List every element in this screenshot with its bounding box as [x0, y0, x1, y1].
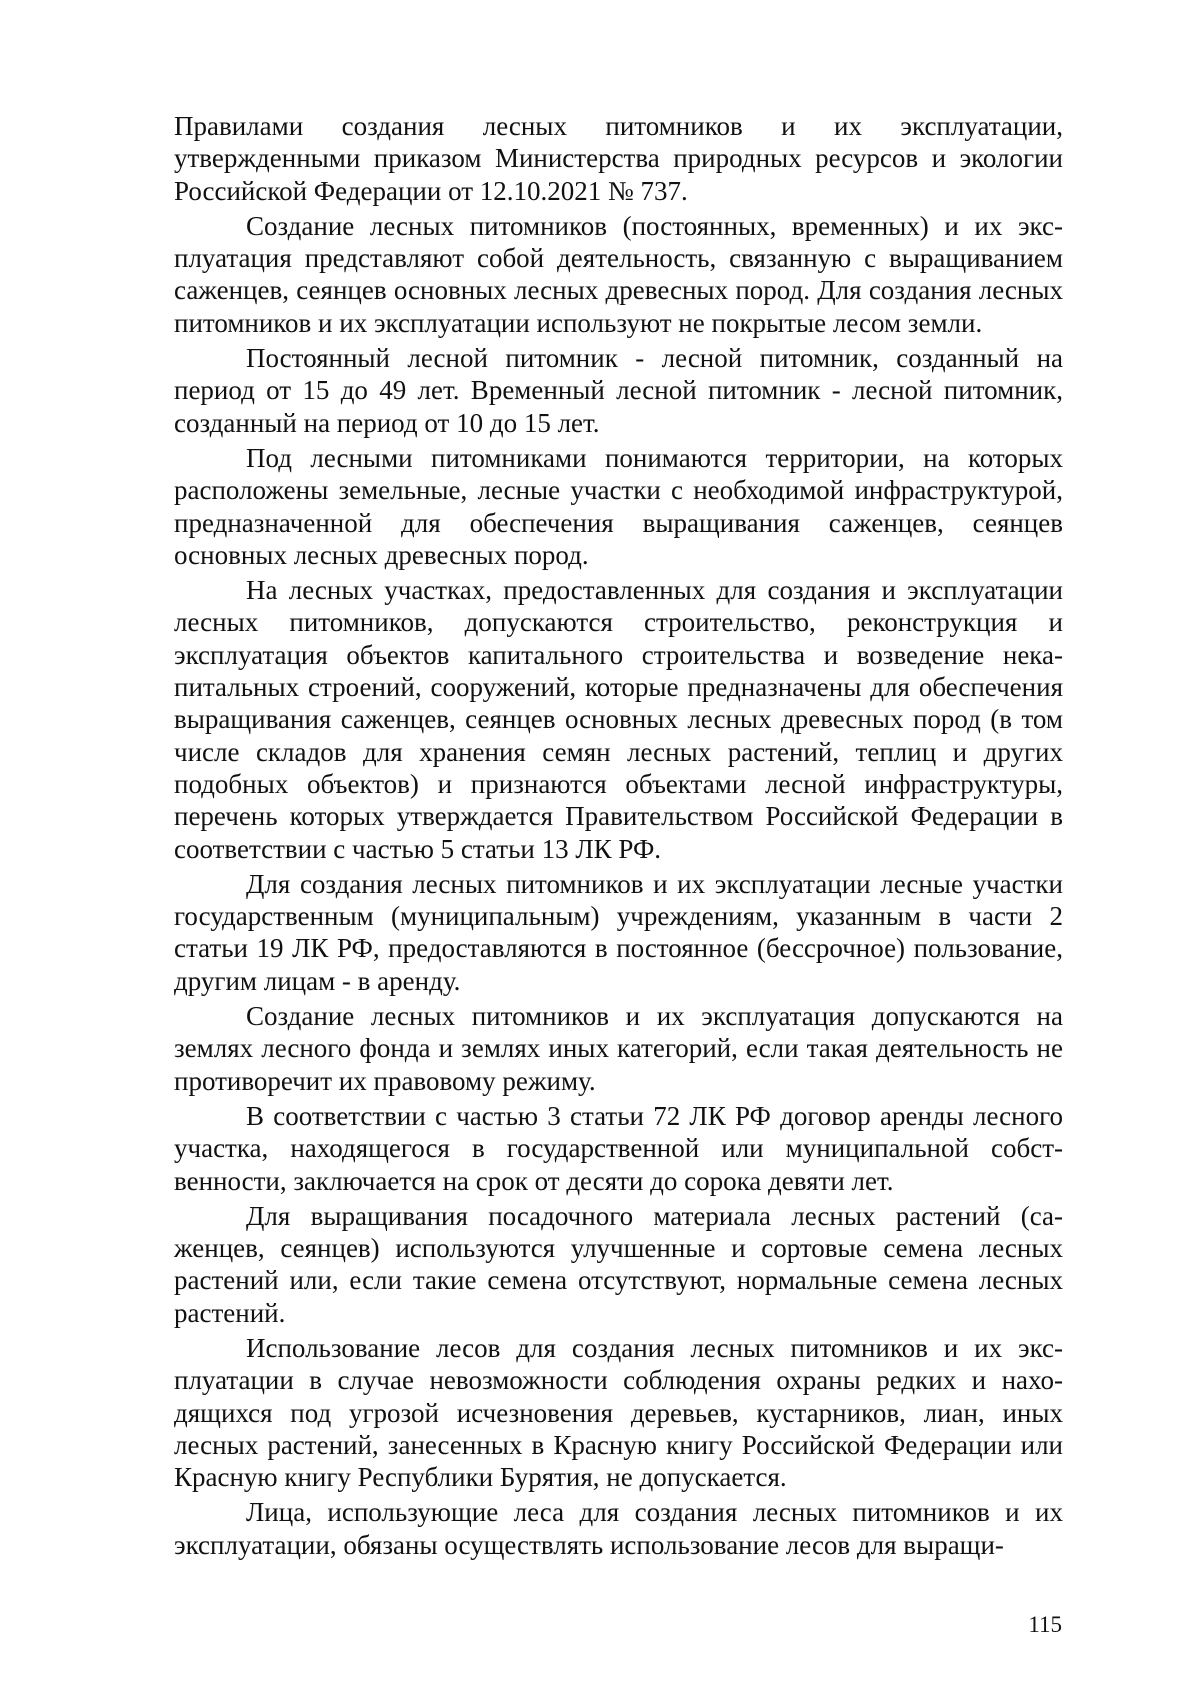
- paragraph: Под лесными питомниками понимаются территории, на которых расположены земельные, лесные участки с необходимой инфраструктурой, предназначенной для обеспечения выращивания саженцев, сеянцев основных лесных древесных пород.: [174, 442, 1063, 570]
- body-text: [174, 110, 1063, 1564]
- paragraph: Лица, использующие леса для создания лесных питомников и их эксплуатации, обязаны осуществлять использование лесов для выращи-: [174, 1497, 1063, 1560]
- page-number: 115: [1028, 1612, 1062, 1637]
- paragraph: Правилами создания лесных питомников и их эксплуатации, утвержденными приказом Министерства природных ресурсов и экологии Российской Федерации от 12.10.2021 № 737.: [174, 111, 1063, 206]
- paragraph: Для создания лесных питомников и их эксплуатации лесные участки государственным (муниципальным) учреждениям, указанным в части 2 статьи 19 ЛК РФ, предоставляются в постоянное (бессрочное) пользование, другим лицам - в аренду.: [174, 868, 1063, 996]
- paragraph: Постоянный лесной питомник - лесной питомник, созданный на период от 15 до 49 лет. Временный лесной питомник - лесной питомник, созданный на период от 10 до 15 лет.: [174, 343, 1063, 438]
- paragraph: Использование лесов для создания лесных питомников и их эксплуатации в случае невозможности соблюдения охраны редких и находящихся под угрозой исчезновения деревьев, кустарников, лиан, иных лесных растений, занесенных в Красную книгу Российской Федерации или Красную книгу Республики Бурятия, не допускается.: [174, 1332, 1063, 1493]
- paragraph: Для выращивания посадочного материала лесных растений (саженцев, сеянцев) используются улучшенные и сортовые семена лесных растений или, если такие семена отсутствуют, нормальные семена лесных растений.: [174, 1200, 1063, 1328]
- paragraph: Создание лесных питомников (постоянных, временных) и их эксплуатация представляют собой деятельность, связанную с выращиванием саженцев, сеянцев основных лесных древесных пород. Для создания лесных питомников и их эксплуатации используют не покрытые лесом земли.: [174, 210, 1063, 338]
- paragraph: На лесных участках, предоставленных для создания и эксплуатации лесных питомников, допускаются строительство, реконструкция и эксплуатация объектов капитального строительства и возведение некапитальных строений, сооружений, которые предназначены для обеспечения выращивания саженцев, сеянцев основных лесных древесных пород (в том числе складов для хранения семян лесных растений, теплиц и других подобных объектов) и признаются объектами лесной инфраструктуры, перечень которых утверждается Правительством Российской Федерации в соответствии с частью 5 статьи 13 ЛК РФ.: [174, 575, 1063, 864]
- paragraph: В соответствии с частью 3 статьи 72 ЛК РФ договор аренды лесного участка, находящегося в государственной или муниципальной собственности, заключается на срок от десяти до сорока девяти лет.: [174, 1100, 1063, 1196]
- paragraph: Создание лесных питомников и их эксплуатация допускаются на землях лесного фонда и землях иных категорий, если такая деятельность не противоречит их правовому режиму.: [174, 1001, 1063, 1096]
